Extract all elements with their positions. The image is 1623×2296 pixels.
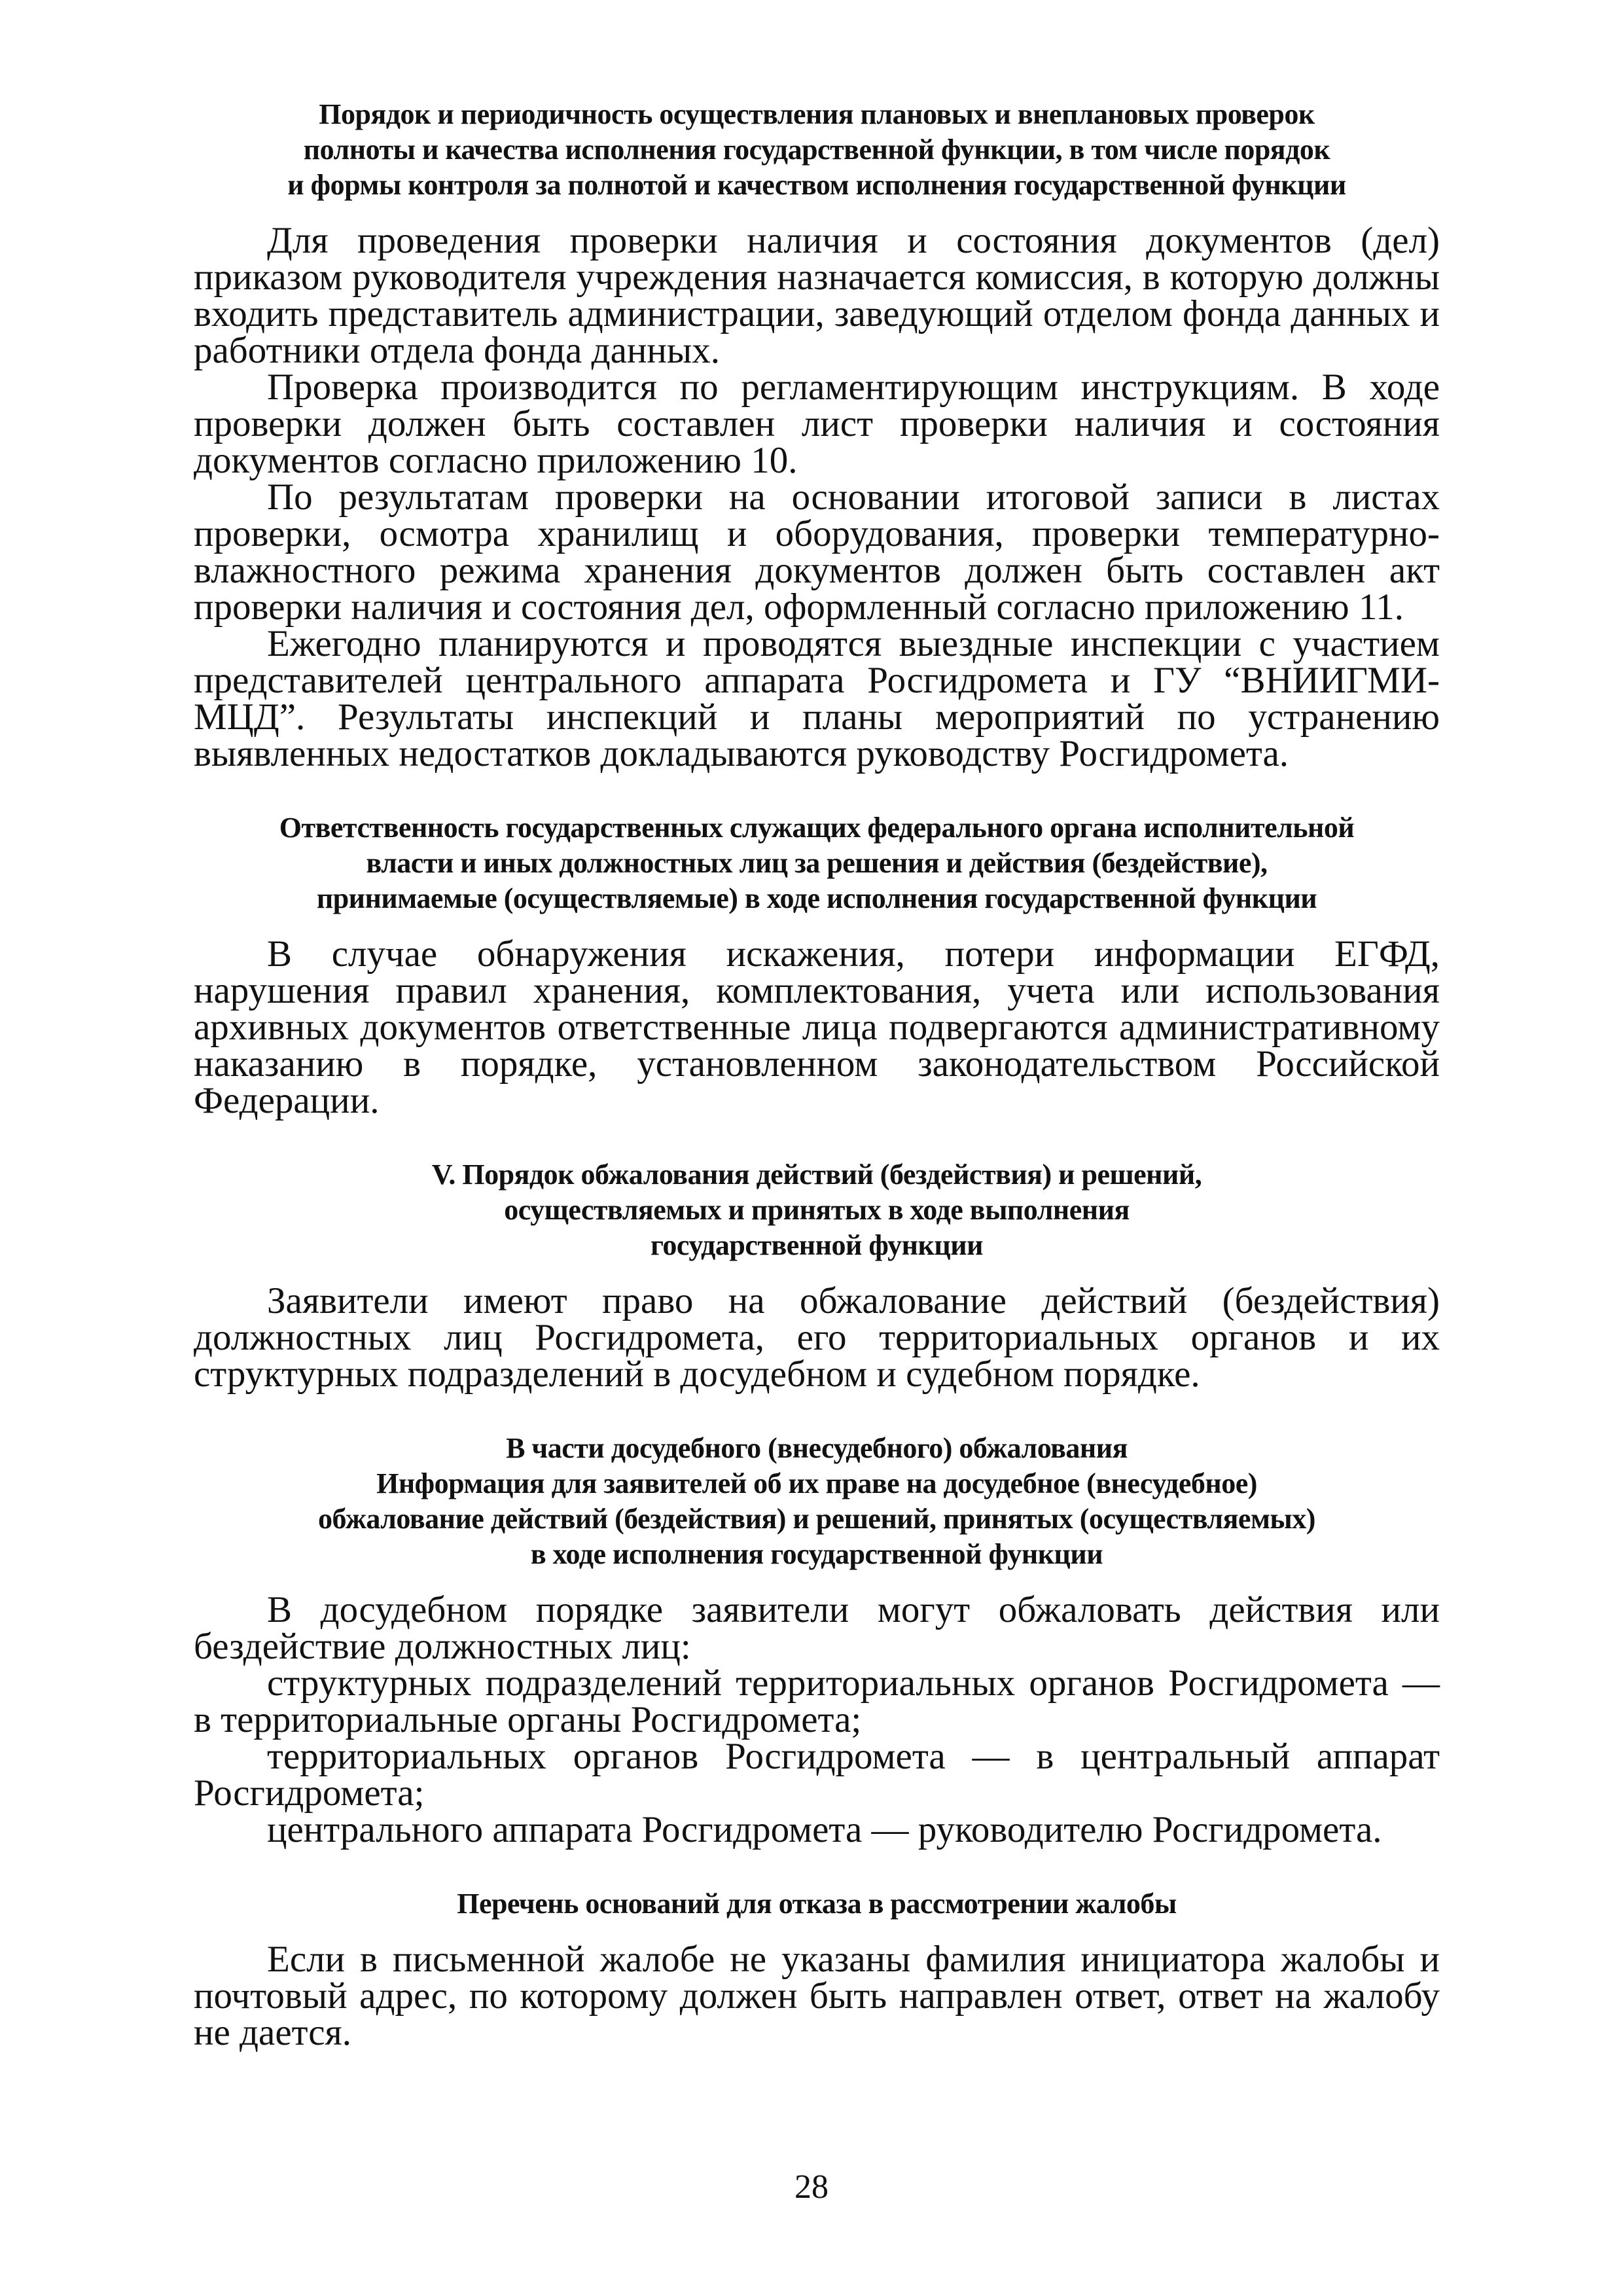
heading-line: государственной функции (651, 1229, 983, 1261)
heading-line: Порядок и периодичность осуществления плановых и внеплановых проверок (319, 98, 1315, 130)
paragraph: В досудебном порядке заявители могут обжаловать действия или бездействие должностных лиц: (194, 1589, 1440, 1667)
paragraph: Проверка производится по регламентирующим инструкциям. В ходе проверки должен быть составлен лист проверки наличия и состояния документов согласно приложению 10. (194, 367, 1440, 481)
paragraph: территориальных органов Росгидромета — в центральный аппарат Росгидромета; (194, 1736, 1440, 1814)
heading-line: Перечень оснований для отказа в рассмотрении жалобы (457, 1888, 1177, 1920)
heading-line: В части досудебного (внесудебного) обжалования (506, 1432, 1128, 1464)
paragraph: Заявители имеют право на обжалование действий (бездействия) должностных лиц Росгидромета, его территориальных органов и их структурных подразделений в досудебном и судебном порядке. (194, 1280, 1440, 1395)
heading-line: полноты и качества исполнения государственной функции, в том числе порядок (303, 134, 1330, 166)
section-heading-refusal-grounds (194, 1886, 1440, 1922)
paragraph: Для проведения проверки наличия и состояния документов (дел) приказом руководителя учреждения назначается комиссия, в которую должны входить представитель администрации, заведующий отделом фонда данных и работники отдела фонда данных. (194, 220, 1440, 371)
heading-line: Ответственность государственных служащих федерального органа исполнительной (279, 812, 1355, 844)
paragraph: Если в письменной жалобе не указаны фамилия инициатора жалобы и почтовый адрес, по которому должен быть направлен ответ, ответ на жалобу не дается. (194, 1939, 1440, 2053)
heading-line: осуществляемых и принятых в ходе выполнения (504, 1194, 1130, 1226)
section-heading-responsibility (194, 810, 1440, 916)
heading-line: Информация для заявителей об их праве на досудебное (внесудебное) (376, 1467, 1257, 1499)
heading-line: V. Порядок обжалования действий (бездействия) и решений, (431, 1158, 1202, 1191)
heading-line: принимаемые (осуществляемые) в ходе исполнения государственной функции (316, 882, 1317, 914)
heading-line: в ходе исполнения государственной функции (530, 1538, 1103, 1570)
paragraph: В случае обнаружения искажения, потери информации ЕГФД, нарушения правил хранения, комплектования, учета или использования архивных документов ответственные лица подвергаются административному наказанию в порядке, установленном законодательством Российской Федерации. (194, 933, 1440, 1121)
section-heading-pretrial-appeal (194, 1431, 1440, 1572)
section-heading-appeal-procedure (194, 1157, 1440, 1263)
paragraph: Ежегодно планируются и проводятся выездные инспекции с участием представителей центрального аппарата Росгидромета и ГУ “ВНИИГМИ-МЦД”. Результаты инспекций и планы мероприятий по устранению выявленных недостатков докладываются руководству Росгидромета. (194, 623, 1440, 774)
paragraph: центрального аппарата Росгидромета — руководителю Росгидромета. (267, 1809, 1382, 1850)
document-page (194, 97, 1440, 2051)
paragraph: структурных подразделений территориальных органов Росгидромета — в территориальные органы Росгидромета; (194, 1662, 1440, 1740)
page-number: 28 (794, 2168, 829, 2206)
paragraph: По результатам проверки на основании итоговой записи в листах проверки, осмотра хранилищ и оборудования, проверки температурно-влажностного режима хранения документов должен быть составлен акт проверки наличия и состояния дел, оформленный согласно приложению 11. (194, 476, 1440, 628)
heading-line: и формы контроля за полнотой и качеством исполнения государственной функции (287, 169, 1346, 201)
section-heading-inspections (194, 97, 1440, 203)
heading-line: обжалование действий (бездействия) и решений, принятых (осуществляемых) (318, 1503, 1315, 1535)
heading-line: власти и иных должностных лиц за решения и действия (бездействие), (366, 847, 1268, 879)
